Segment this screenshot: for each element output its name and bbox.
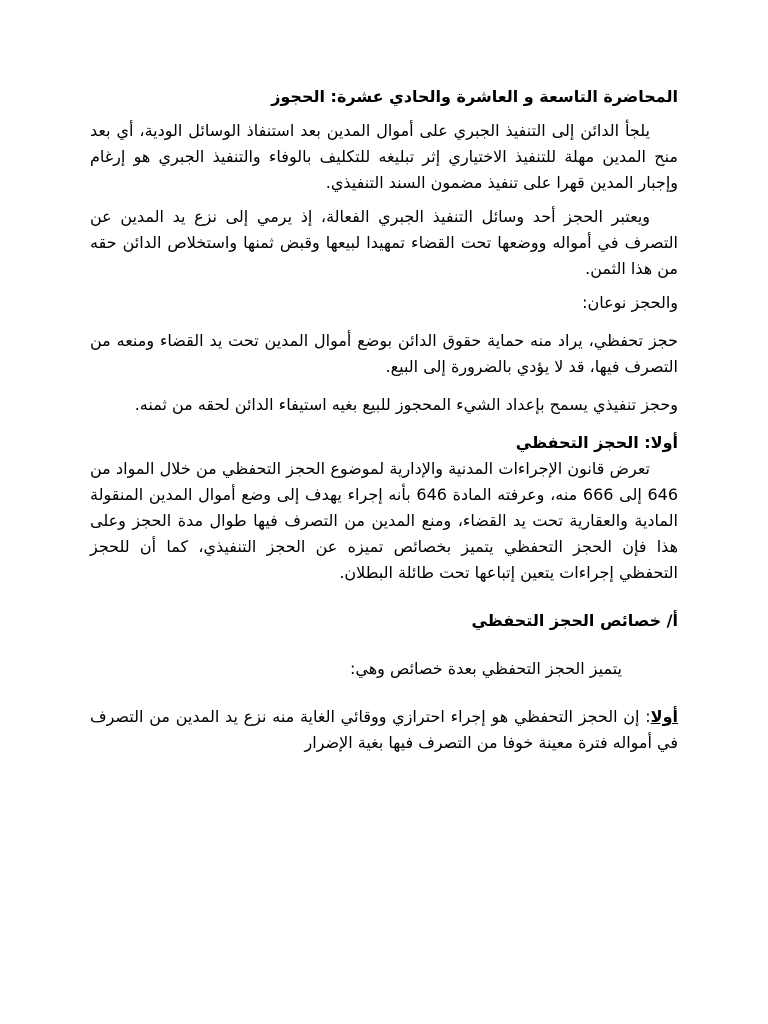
section-one-title: أولا: الحجز التحفظي	[515, 433, 678, 452]
first-characteristic-label: أولا	[650, 707, 678, 726]
first-characteristic-paragraph	[90, 704, 678, 756]
characteristics-intro: يتميز الحجز التحفظي بعدة خصائص وهي:	[350, 659, 622, 678]
seizure-types-intro: والحجز نوعان:	[582, 293, 678, 312]
seizure-definition-paragraph: ويعتبر الحجز أحد وسائل التنفيذ الجبري الفعالة، إذ يرمي إلى نزع يد المدين عن التصرف في أمواله ووضعها تحت القضاء تمهيدا لبيعها وقبض ثمنها واستخلاص الدائن حقه من هذا الثمن.	[90, 207, 678, 278]
subsection-a-title: أ/ خصائص الحجز التحفظي	[471, 611, 678, 630]
intro-paragraph: يلجأ الدائن إلى التنفيذ الجبري على أموال المدين بعد استنفاذ الوسائل الودية، أي بعد منح المدين مهلة للتنفيذ الاختياري إثر تبليغه للتكليف بالوفاء والتنفيذ الجبري هو إرغام وإجبار المدين قهرا على تنفيذ مضمون السند التنفيذي.	[90, 121, 678, 192]
precautionary-seizure-paragraph: حجز تحفظي، يراد منه حماية حقوق الدائن بوضع أموال المدين تحت يد القضاء ومنعه من التصرف فيها، قد لا يؤدي بالضرورة إلى البيع.	[90, 331, 678, 376]
section-one-body: تعرض قانون الإجراءات المدنية والإدارية لموضوع الحجز التحفظي من خلال المواد من 646 إلى 666 منه، وعرفته المادة 646 بأنه إجراء يهدف إلى وضع أموال المدين المنقولة المادية والعقارية تحت يد القضاء، ومنع المدين من التصرف فيها طوال مدة الحجز وعلى هذا فإن الحجز التحفظي يتميز بخصائص تميزه عن الحجز التنفيذي، كما أن للحجز التحفظي إجراءات يتعين إتباعها تحت طائلة البطلان.	[90, 459, 679, 582]
document-page	[90, 84, 678, 756]
lecture-title: المحاضرة التاسعة و العاشرة والحادي عشرة: الحجوز	[271, 87, 678, 106]
executive-seizure-paragraph: وحجز تنفيذي يسمح بإعداد الشيء المحجوز للبيع بغيه استيفاء الدائن لحقه من ثمنه.	[134, 395, 678, 414]
first-characteristic-text: : إن الحجز التحفظي هو إجراء احترازي ووقائي الغاية منه نزع يد المدين من التصرف في أمواله فترة معينة خوفا من التصرف فيها بغية الإضرار	[90, 707, 678, 752]
